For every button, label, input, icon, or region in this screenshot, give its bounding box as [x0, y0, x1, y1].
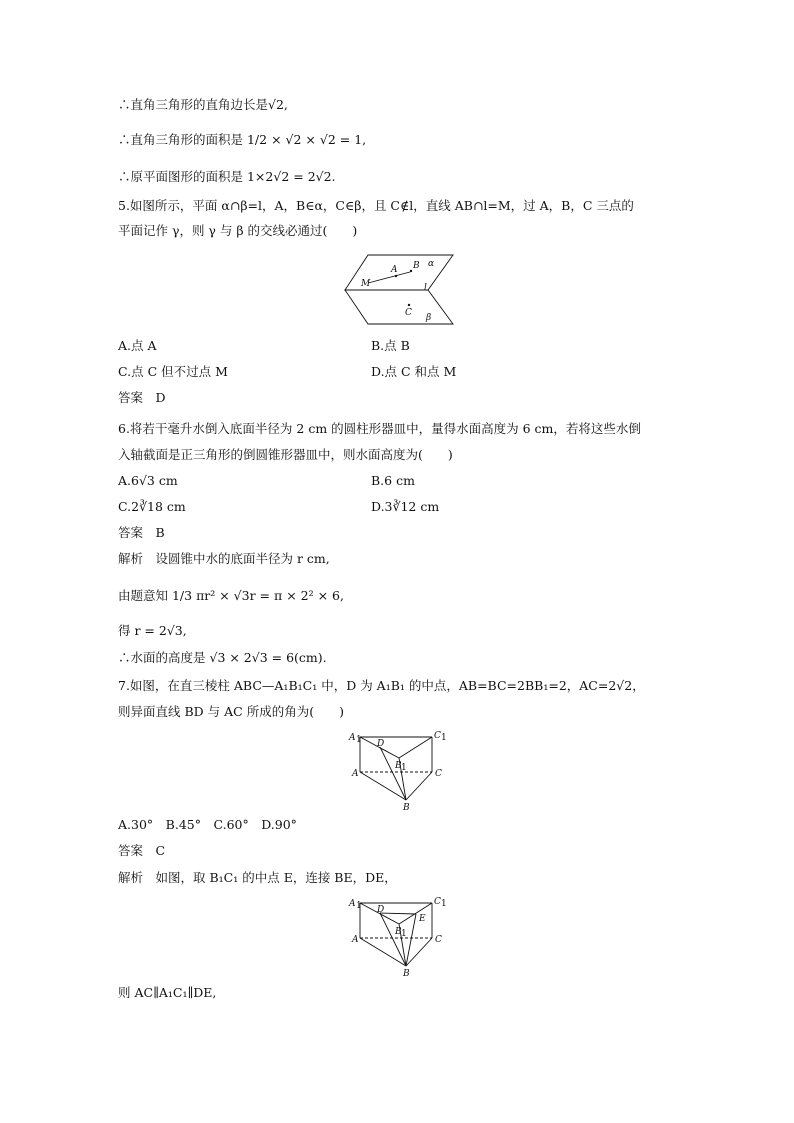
label-M: M — [361, 279, 371, 289]
q5-option-a: A.点 A — [118, 338, 157, 353]
label-l: l — [424, 283, 427, 293]
label-D: D — [377, 739, 385, 749]
question-7-stem-cont: 则异面直线 BD 与 AC 所成的角为( ) — [118, 704, 344, 719]
label-A1: A — [349, 733, 356, 743]
label-C1-sub: 1 — [441, 899, 447, 909]
question-6-stem: 6.将若干毫升水倒入底面半径为 2 cm 的圆柱形器皿中，量得水面高度为 6 cm，若将这些水倒 — [118, 421, 641, 436]
q6-option-c: C.2∛18 cm — [118, 499, 186, 514]
q6-option-b: B.6 cm — [371, 473, 415, 488]
q5-option-c: C.点 C 但不过点 M — [118, 364, 228, 379]
q6-solution-1: 解析 设圆锥中水的底面半径为 r cm, — [118, 551, 330, 566]
figure-7-solution-prism — [346, 895, 446, 977]
label-C: C — [435, 769, 442, 779]
q5-option-b: B.点 B — [371, 338, 410, 353]
label-beta: β — [426, 313, 432, 323]
q6-solution-4: ∴水面的高度是 √3 × 2√3 = 6(cm). — [118, 650, 327, 665]
solution-line-2: ∴直角三角形的面积是 1/2 × √2 × √2 = 1, — [118, 132, 367, 147]
label-C1: C — [434, 897, 441, 907]
label-D: D — [377, 905, 385, 915]
label-A: A — [352, 935, 359, 945]
q5-option-d: D.点 C 和点 M — [371, 364, 457, 379]
label-A1-sub: 1 — [356, 901, 362, 911]
label-A1: A — [349, 899, 356, 909]
label-B: B — [403, 803, 410, 813]
label-A: A — [352, 769, 359, 779]
q7-solution-2: 则 AC∥A₁C₁∥DE, — [118, 985, 217, 1000]
label-C1: C — [434, 731, 441, 741]
label-B1: B — [395, 761, 402, 771]
q5-answer: 答案 D — [118, 390, 166, 405]
q7-options: A.30° B.45° C.60° D.90° — [118, 817, 297, 832]
figure-7-prism — [346, 729, 446, 811]
label-A: A — [391, 265, 398, 275]
label-C: C — [405, 308, 412, 318]
label-A1-sub: 1 — [356, 735, 362, 745]
label-B1-sub: 1 — [401, 929, 407, 939]
label-C1-sub: 1 — [441, 733, 447, 743]
label-alpha: α — [428, 259, 435, 269]
question-6-stem-cont: 入轴截面是正三角形的倒圆锥形器皿中，则水面高度为( ) — [118, 447, 453, 462]
q6-solution-3: 得 r = 2√3, — [118, 623, 187, 638]
figure-5-planes — [340, 252, 460, 327]
label-B: B — [403, 969, 410, 979]
label-C: C — [435, 935, 442, 945]
q6-solution-2: 由题意知 1/3 πr² × √3r = π × 2² × 6, — [118, 588, 344, 603]
question-5-stem-cont: 平面记作 γ，则 γ 与 β 的交线必通过( ) — [118, 223, 358, 238]
solution-line-1: ∴直角三角形的直角边长是√2, — [118, 97, 288, 112]
q6-option-d: D.3∛12 cm — [371, 499, 440, 514]
question-5-stem: 5.如图所示，平面 α∩β=l，A，B∈α，C∈β，且 C∉l，直线 AB∩l=M，过 A，B，C 三点的 — [118, 198, 634, 213]
label-B1-sub: 1 — [401, 763, 407, 773]
q6-option-a: A.6√3 cm — [118, 473, 178, 488]
q7-answer: 答案 C — [118, 843, 166, 858]
solution-line-3: ∴原平面图形的面积是 1×2√2 = 2√2. — [118, 169, 336, 184]
label-B1: B — [395, 927, 402, 937]
label-E: E — [419, 914, 426, 924]
q6-answer: 答案 B — [118, 525, 165, 540]
question-7-stem: 7.如图，在直三棱柱 ABC—A₁B₁C₁ 中，D 为 A₁B₁ 的中点，AB=BC=2BB₁=2，AC=2√2， — [118, 678, 645, 693]
q7-solution-1: 解析 如图，取 B₁C₁ 的中点 E，连接 BE，DE， — [118, 870, 397, 885]
label-B: B — [413, 261, 420, 271]
